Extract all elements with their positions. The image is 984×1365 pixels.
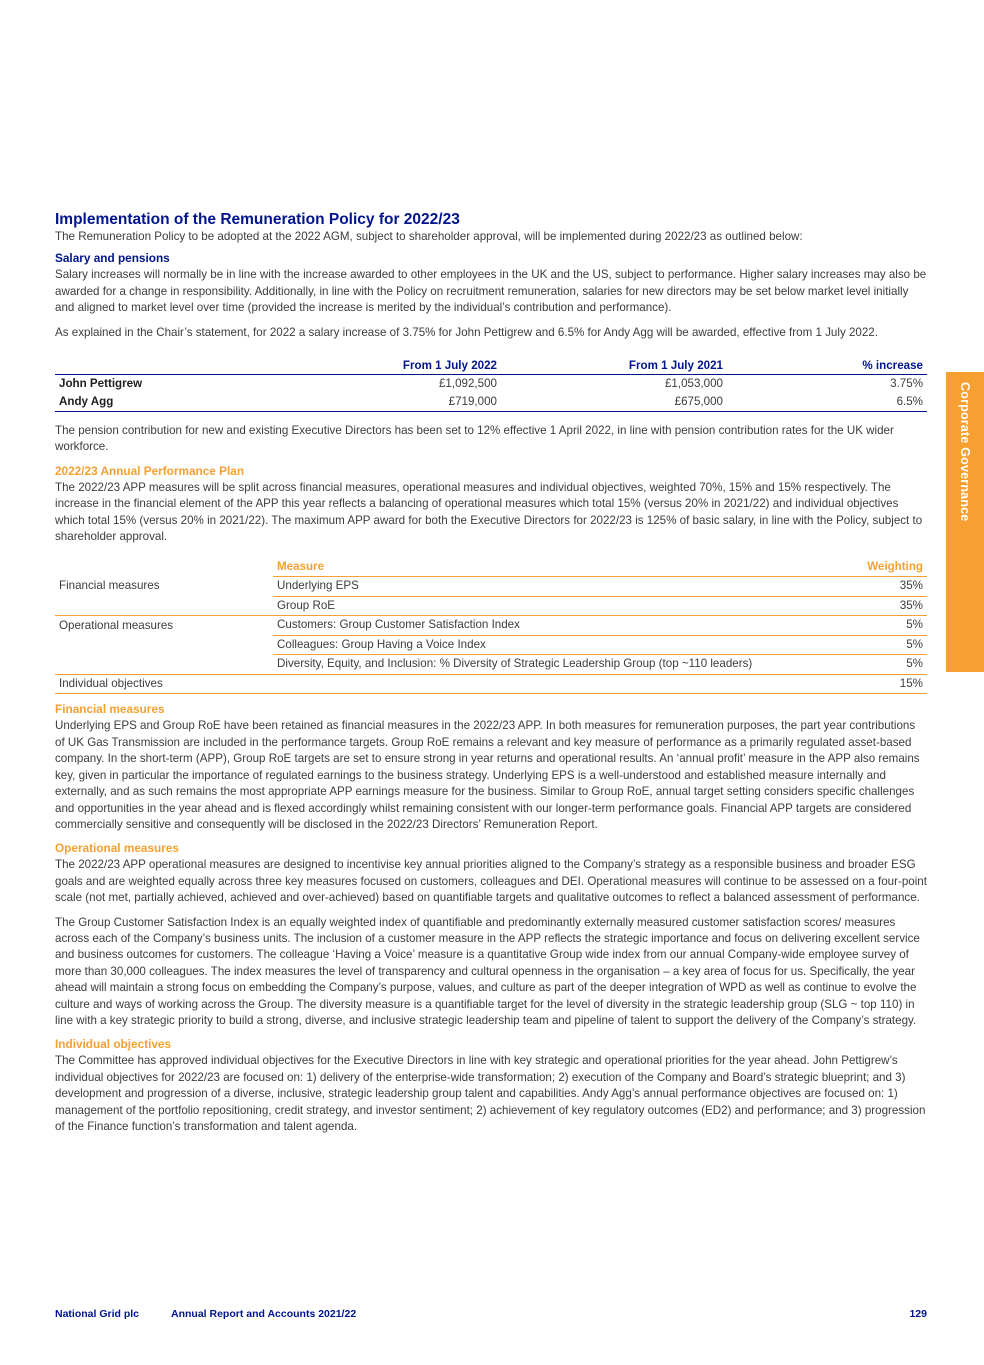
table-row — [55, 393, 927, 412]
measure-name: Group RoE — [273, 596, 851, 616]
measure-name: Colleagues: Group Having a Voice Index — [273, 635, 851, 655]
intro-paragraph: The Remuneration Policy to be adopted at the 2022 AGM, subject to shareholder approval, will be implemented during 2022/23 as outlined below: — [55, 230, 803, 243]
salary-2022: £719,000 — [363, 393, 501, 412]
table-row — [55, 596, 927, 616]
pension-paragraph: The pension contribution for new and existing Executive Directors has been set to 12% effective 1 April 2022, in line with pension contribution rates for the UK wider workforce. — [55, 424, 894, 454]
measure-weight: 5% — [851, 655, 927, 675]
app-heading: 2022/23 Annual Performance Plan — [55, 463, 245, 478]
measure-weight: 35% — [851, 577, 927, 597]
app-header-weighting: Weighting — [851, 558, 927, 577]
salary-header-2022: From 1 July 2022 — [363, 357, 501, 375]
salary-2022: £1,092,500 — [438, 377, 497, 391]
measure-category — [55, 635, 273, 655]
salary-table-header — [55, 357, 927, 375]
measure-weight: 35% — [851, 596, 927, 616]
measure-category: Operational measures — [59, 618, 174, 632]
measure-name: Underlying EPS — [273, 577, 851, 597]
salary-increase: 3.75% — [890, 377, 923, 391]
salary-paragraph-1: Salary increases will normally be in line with the increase awarded to other employees in the UK and the US, subject to performance. Higher salary increases may also be awarded for a change in responsibility. Additionally, in line with the Policy on recruitment remuneration, salaries for new directors may be set below market level initially and aligned to market level over time (provided the increase is merited by the individual’s contribution and performance). — [55, 268, 927, 315]
individual-objectives-paragraph: The Committee has approved individual objectives for the Executive Directors in line with key strategic and operational priorities for the year ahead. John Pettigrew’s individual objectives for 2022/23 are focused on: 1) delivery of the enterprise-wide transformation; 2) execution of the Company and Board’s strategic blueprint; and 3) development and progression of a diverse, inclusive, strategic leadership group talent and capabilities. Andy Agg’s annual performance objectives are focused on: 1) management of the portfolio repositioning, credit strategy, and investor sentiment; 2) achievement of key regulatory outcomes (ED2) and performance; and 3) progression of the Finance function’s transformation and talent agenda. — [55, 1054, 926, 1133]
measure-category — [55, 655, 273, 675]
salary-table — [55, 357, 927, 412]
measure-category — [55, 596, 273, 616]
operational-measures-paragraph-1: The 2022/23 APP operational measures are designed to incentivise key annual priorities aligned to the Company’s strategy as a responsible business and broader ESG goals and are weighted equally across three key measures focused on customers, colleagues and DEI. Operational measures will continue to be assessed on a four-point scale (not met, partially achieved, achieved and over-achieved) based on quantifiable targets and qualitative outcomes to reflect a balanced assessment of performance. — [55, 858, 927, 905]
salary-header-2021: From 1 July 2021 — [501, 357, 727, 375]
footer-company: National Grid plc — [55, 1308, 140, 1320]
individual-objectives-heading: Individual objectives — [55, 1037, 172, 1052]
measure-category: Financial measures — [59, 579, 160, 593]
measure-name — [273, 674, 851, 694]
salary-2021: £675,000 — [501, 393, 727, 412]
salary-increase: 6.5% — [727, 393, 927, 412]
page-number: 129 — [909, 1308, 927, 1320]
measure-weight: 5% — [851, 616, 927, 636]
section-side-tab — [946, 372, 984, 672]
financial-measures-paragraph: Underlying EPS and Group RoE have been retained as financial measures in the 2022/23 APP. In both measures for remuneration purposes, the part year contributions of UK Gas Transmission are included in the performance targets. Group RoE remains a relevant and key measure of performance as a primarily regulated asset-based company. In the short-term (APP), Group RoE targets are set to ensure strong in year returns and operational results. An ‘annual profit’ measure in the APP also remains key, given in particular the importance of regulated earnings to the business strategy. Underlying EPS is a well-understood and established measure internally and externally, and as such remains the most appropriate APP earnings measure for the business. Similar to Group RoE, annual target setting considers specific challenges and opportunities in the year ahead and is flexed accordingly whilst remaining consistent with our longer-term performance goals. Financial APP targets are considered commercially sensitive and consequently will be disclosed in the 2022/23 Directors’ Remuneration Report. — [55, 719, 920, 831]
salary-2021: £1,053,000 — [664, 377, 723, 391]
side-tab-label: Corporate Governance — [958, 382, 972, 522]
app-paragraph: The 2022/23 APP measures will be split across financial measures, operational measures and individual objectives, weighted 70%, 15% and 15% respectively. The increase in the financial element of the APP this year reflects a balancing of operational measures which total 15% (versus 20% in 2021/22) and individual objectives which total 15% (versus 20% in 2021/22). The maximum APP award for both the Executive Directors for 2022/23 is 125% of basic salary, in line with the Policy, subject to shareholder approval. — [55, 480, 923, 544]
app-table-header — [55, 558, 927, 577]
main-content — [55, 210, 927, 1135]
salary-paragraph-2: As explained in the Chair’s statement, for 2022 a salary increase of 3.75% for John Pettigrew and 6.5% for Andy Agg will be awarded, effective from 1 July 2022. — [55, 325, 878, 339]
director-name: Andy Agg — [55, 393, 363, 412]
app-header-measure: Measure — [273, 558, 851, 577]
measure-name: Customers: Group Customer Satisfaction Index — [273, 616, 851, 636]
app-measures-table — [55, 558, 927, 694]
table-row — [55, 577, 927, 597]
footer-report-title: Annual Report and Accounts 2021/22 — [171, 1308, 357, 1320]
salary-header-increase: % increase — [727, 357, 927, 375]
director-name: John Pettigrew — [59, 377, 143, 391]
page-title: Implementation of the Remuneration Policy for 2022/23 — [55, 211, 460, 228]
measure-weight: 15% — [851, 674, 927, 694]
measure-weight: 5% — [851, 635, 927, 655]
salary-heading: Salary and pensions — [55, 251, 170, 266]
table-row — [55, 616, 927, 636]
measure-category: Individual objectives — [55, 674, 273, 694]
app-header-blank — [55, 558, 273, 577]
financial-measures-heading: Financial measures — [55, 702, 165, 717]
operational-measures-paragraph-2: The Group Customer Satisfaction Index is an equally weighted index of quantifiable and predominantly externally measured customer satisfaction scores/ measures across each of the Company’s business units. The inclusion of a customer measure in the APP reflects the strategic importance and focus on delivering excellent service and business outcomes for customers. The colleague ‘Having a Voice’ measure is a quantitative Group wide index from our annual Company-wide employee survey of more than 30,000 colleagues. The index measures the level of transparency and cultural openness in the organisation – a key area of focus for us. Specifically, the year ahead will maintain a strong focus on embedding the Company’s purpose, values, and culture as part of the deeper integration of WPD as well as continue to evolve the culture and ways of working across the Group. The diversity measure is a quantifiable target for the level of diversity in the strategic leadership group (SLG ~ top 110) in line with a key strategic priority to build a strong, diverse, and inclusive strategic leadership team and pipeline of talent to support the delivery of the Company’s strategy. — [55, 915, 920, 1027]
measure-name: Diversity, Equity, and Inclusion: % Diversity of Strategic Leadership Group (top ~110 leaders) — [273, 655, 851, 675]
operational-measures-heading: Operational measures — [55, 841, 179, 856]
table-row — [55, 674, 927, 694]
table-row — [55, 635, 927, 655]
table-row — [55, 655, 927, 675]
salary-header-blank — [55, 357, 363, 375]
table-row — [55, 375, 927, 394]
